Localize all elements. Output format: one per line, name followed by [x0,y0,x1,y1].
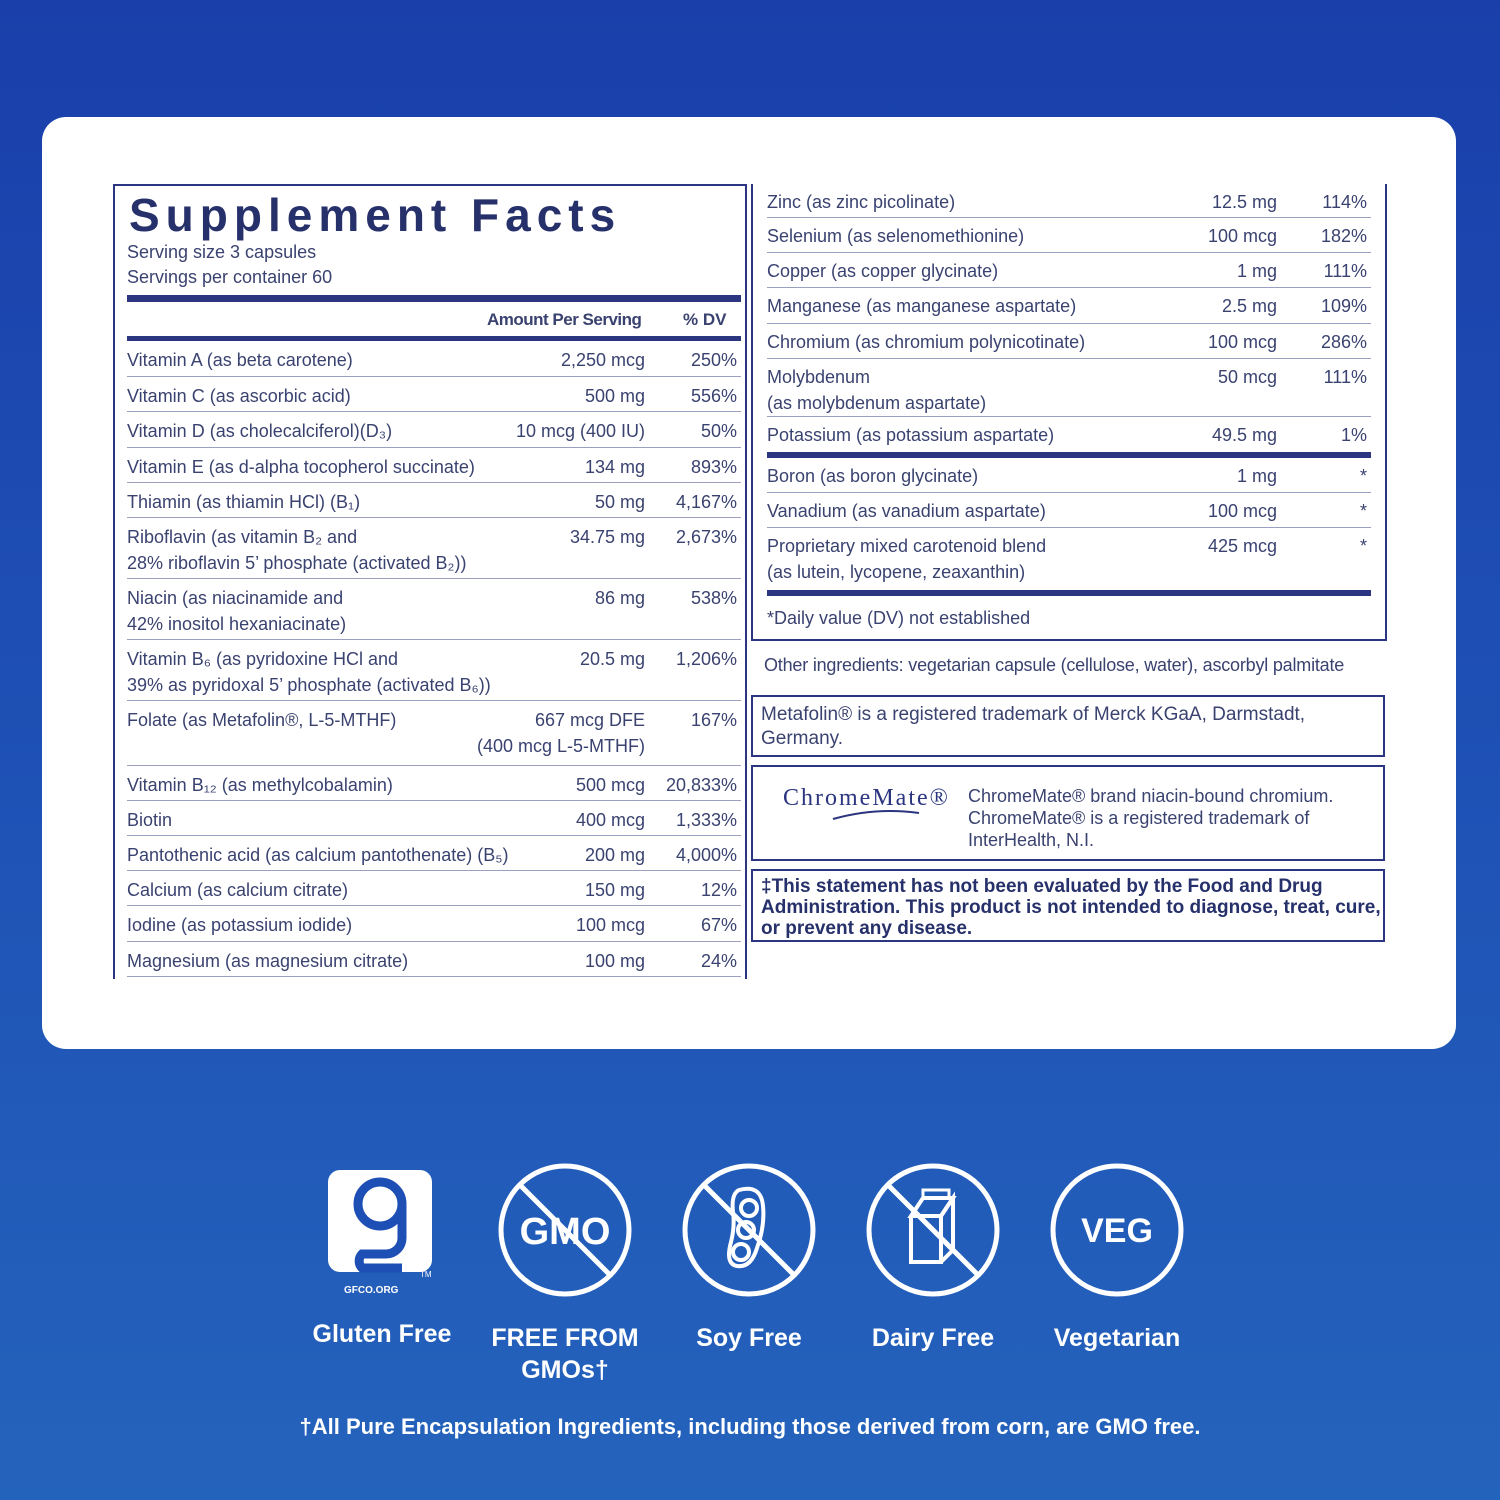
nutrient-row [127,579,741,640]
nutrient-row [767,324,1371,359]
vegetarian-icon [1049,1162,1185,1298]
nutrient-row [127,377,741,412]
nutrient-row [767,458,1371,493]
nutrient-amount: 34.75 mg [569,527,645,547]
nutrient-daily-value: 4,000% [675,845,737,865]
nutrient-row [127,341,741,377]
metafolin-note-box [751,695,1385,757]
svg-text:TM: TM [420,1270,432,1279]
soy-free-icon [681,1162,817,1298]
nutrient-row [767,359,1371,417]
no-gmo-icon [497,1162,633,1298]
chromemate-note: ChromeMate® brand niacin-bound chromium. ChromeMate® is a registered trademark of InterHealth, N.I. [968,786,1334,850]
nutrient-daily-value: 1% [1340,425,1367,445]
nutrient-amount: 12.5 mg [1211,192,1277,212]
nutrient-amount: 10 mcg (400 IU) [515,421,645,441]
nutrient-amount: 50 mcg [1217,367,1277,387]
chromemate-swoosh-icon [831,809,921,823]
nutrient-name: Calcium (as calcium citrate) [127,880,349,900]
nutrient-row [127,942,741,977]
nutrient-row [767,417,1371,450]
serving-size: Serving size 3 capsules [127,242,317,262]
nutrient-name: Vitamin B₁₂ (as methylcobalamin) [127,775,393,795]
nutrient-daily-value: 111% [1323,367,1367,387]
nutrient-daily-value: 538% [690,588,737,608]
nutrient-name: Pantothenic acid (as calcium pantothenate) (B₅) [127,845,509,865]
amount-per-serving-header: Amount Per Serving [487,310,642,329]
nutrient-name: Vitamin A (as beta carotene) [127,350,353,370]
nutrient-name: Biotin [127,810,173,830]
nutrient-name: Boron (as boron glycinate) [767,466,979,486]
gluten-free-gfco-icon [314,1162,450,1298]
dairy-free-icon [865,1162,1001,1298]
nutrient-row [767,184,1371,218]
chromemate-note-box [751,765,1385,861]
nutrient-amount: 150 mg [584,880,645,900]
nutrient-row [767,288,1371,324]
nutrient-name: Selenium (as selenomethionine) [767,226,1025,246]
nutrient-daily-value: 12% [700,880,737,900]
nutrient-amount: 100 mcg [1207,226,1277,246]
nutrient-name: Copper (as copper glycinate) [767,261,999,281]
mineral-table [767,184,1371,450]
nutrient-daily-value: 893% [690,457,737,477]
fda-disclaimer-box [751,869,1385,942]
nutrient-name: Vitamin B₆ (as pyridoxine HCl and 39% as pyridoxal 5’ phosphate (activated B₆)) [127,649,491,695]
nutrient-daily-value: 67% [700,915,737,935]
nutrient-daily-value: 250% [690,350,737,370]
nutrient-amount: 400 mcg [575,810,645,830]
nutrient-amount: 500 mcg [575,775,645,795]
nutrient-daily-value: * [1359,466,1367,486]
nutrient-amount: 1 mg [1236,466,1277,486]
nutrient-name: Proprietary mixed carotenoid blend (as lutein, lycopene, zeaxanthin) [767,536,1047,582]
daily-value-header: % DV [683,310,727,329]
nutrient-row [767,528,1371,590]
supplement-facts-right-panel [751,184,1387,641]
fda-disclaimer: ‡This statement has not been evaluated by the Food and Drug Administration. This product is not intended to diagnose, treat, cure, or prevent any disease. [761,876,1381,939]
svg-text:GFCO.ORG: GFCO.ORG [344,1285,399,1296]
nutrient-name: Niacin (as niacinamide and 42% inositol hexaniacinate) [127,588,347,634]
nutrient-amount: 425 mcg [1207,536,1277,556]
nutrient-amount: 667 mcg DFE (400 mcg L-5-MTHF) [476,710,645,756]
nutrient-name: Folate (as Metafolin®, L-5-MTHF) [127,710,397,730]
nutrient-amount: 134 mg [584,457,645,477]
dv-footnote: *Daily value (DV) not established [767,608,1031,628]
nutrient-name: Vitamin E (as d-alpha tocopherol succinate) [127,457,475,477]
supplement-facts-left-panel [113,184,747,979]
nutrient-name: Molybdenum (as molybdenum aspartate) [767,367,987,413]
nutrient-amount: 1 mg [1236,261,1277,281]
nutrient-daily-value: 24% [700,951,737,971]
nutrient-row [127,701,741,766]
nutrient-amount: 100 mg [584,951,645,971]
nutrient-row [127,836,741,871]
nutrient-amount: 50 mg [594,492,645,512]
supplement-facts-card [42,117,1456,1049]
nutrient-name: Vitamin D (as cholecalciferol)(D₃) [127,421,393,441]
nutrient-table [127,341,741,977]
other-nutrient-table [767,458,1371,590]
nutrient-daily-value: * [1359,501,1367,521]
nutrient-daily-value: 182% [1320,226,1367,246]
gmo-footnote: †All Pure Encapsulation Ingredients, including those derived from corn, are GMO free. [299,1414,1201,1439]
nutrient-row [767,253,1371,288]
nutrient-daily-value: 1,333% [675,810,737,830]
nutrient-daily-value: * [1359,536,1367,556]
nutrient-amount: 2.5 mg [1221,296,1277,316]
nutrient-row [767,218,1371,253]
badge-label: Gluten Free [312,1320,452,1348]
svg-text:GMO: GMO [519,1211,611,1253]
header-bar [127,295,741,302]
supplement-facts-title: Supplement Facts [129,189,622,241]
nutrient-daily-value: 114% [1322,192,1367,212]
nutrient-amount: 100 mcg [1207,332,1277,352]
nutrient-amount: 86 mg [594,588,645,608]
nutrient-amount: 100 mcg [1207,501,1277,521]
nutrient-daily-value: 50% [700,421,737,441]
nutrient-name: Vanadium (as vanadium aspartate) [767,501,1046,521]
nutrient-daily-value: 109% [1320,296,1367,316]
nutrient-daily-value: 20,833% [665,775,737,795]
nutrient-daily-value: 111% [1323,261,1367,281]
nutrient-row [127,412,741,448]
nutrient-amount: 49.5 mg [1211,425,1277,445]
nutrient-name: Chromium (as chromium polynicotinate) [767,332,1086,352]
badge-label: Vegetarian [1053,1324,1181,1352]
nutrient-name: Magnesium (as magnesium citrate) [127,951,409,971]
nutrient-amount: 200 mg [584,845,645,865]
nutrient-name: Vitamin C (as ascorbic acid) [127,386,351,406]
nutrient-name: Potassium (as potassium aspartate) [767,425,1055,445]
nutrient-row [127,448,741,483]
nutrient-row [767,493,1371,528]
nutrient-daily-value: 556% [690,386,737,406]
footer-bar [767,590,1371,596]
nutrient-amount: 500 mg [584,386,645,406]
metafolin-note: Metafolin® is a registered trademark of Merck KGaA, Darmstadt, Germany. [761,704,1306,749]
nutrient-daily-value: 4,167% [675,492,737,512]
other-ingredients: Other ingredients: vegetarian capsule (cellulose, water), ascorbyl palmitate [764,655,1345,675]
nutrient-name: Iodine (as potassium iodide) [127,915,353,935]
svg-text:VEG: VEG [1081,1212,1153,1250]
nutrient-amount: 100 mcg [575,915,645,935]
servings-per-container: Servings per container 60 [127,267,333,287]
nutrient-row [127,640,741,701]
nutrient-row [127,871,741,906]
badge-label: Dairy Free [871,1324,995,1352]
badge-label: Soy Free [696,1324,802,1352]
nutrient-amount: 20.5 mg [579,649,645,669]
nutrient-daily-value: 1,206% [675,649,737,669]
nutrient-amount: 2,250 mcg [560,350,645,370]
nutrient-name: Riboflavin (as vitamin B₂ and 28% riboflavin 5’ phosphate (activated B₂)) [127,527,467,573]
nutrient-row [127,766,741,801]
nutrient-row [127,906,741,942]
nutrient-row [127,483,741,518]
nutrient-daily-value: 286% [1320,332,1367,352]
nutrient-name: Zinc (as zinc picolinate) [767,192,956,212]
nutrient-daily-value: 2,673% [675,527,737,547]
chromemate-logo: ChromeMate® [783,785,950,811]
nutrient-name: Manganese (as manganese aspartate) [767,296,1077,316]
badge-label: FREE FROM GMOs† [491,1324,639,1384]
nutrient-row [127,518,741,579]
nutrient-row [127,801,741,836]
nutrient-name: Thiamin (as thiamin HCl) (B₁) [127,492,361,512]
nutrient-daily-value: 167% [690,710,737,730]
